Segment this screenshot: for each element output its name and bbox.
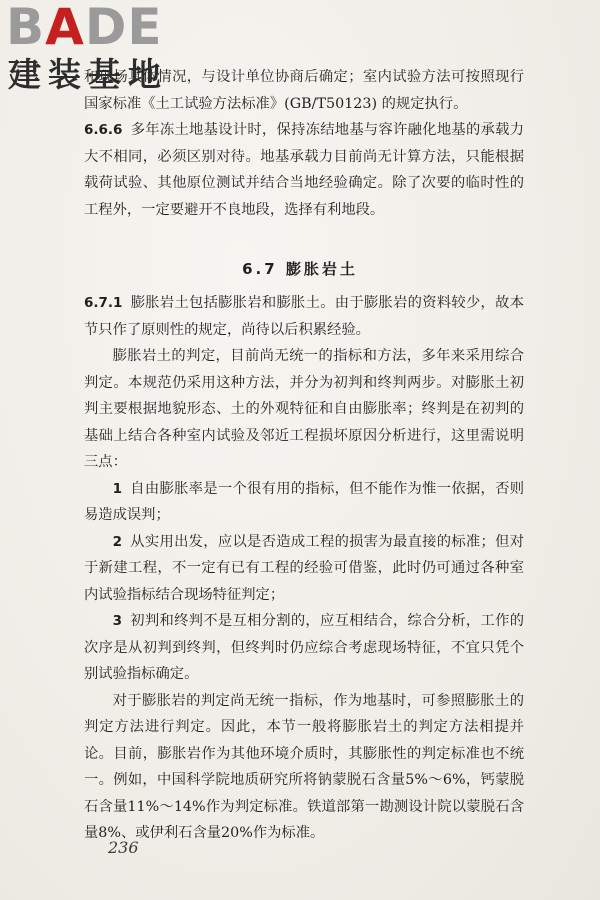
bade-watermark-logo bbox=[6, 2, 181, 102]
clause-number: 6.7.1 bbox=[84, 295, 123, 311]
list-item-2: 2 从实用出发，应以是否造成工程的损害为最直接的标准；但对于新建工程，不一定有已有工程的经验可借鉴，此时仍可通过各种室内试验指标结合现场特征判定； bbox=[84, 533, 524, 603]
logo-chinese-text: 建装基地 bbox=[8, 55, 168, 94]
list-item-1: 1 自由膨胀率是一个很有用的指标，但不能作为惟一依据，否则易造成误判； bbox=[84, 480, 524, 523]
clause-number: 6.6.6 bbox=[84, 122, 123, 138]
paragraph-6-7-1: 6.7.1 膨胀岩土包括膨胀岩和膨胀土。由于膨胀岩的资料较少，故本节只作了原则性的规定，尚待以后积累经验。 bbox=[84, 295, 524, 338]
paragraph-judgement: 膨胀岩土的判定，目前尚无统一的指标和方法，多年来采用综合判定。本规范仍采用这种方法，并分为初判和终判两步。对膨胀土初判主要根据地貌形态、土的外观特征和自由膨胀率；终判是在初判的基础上结合各种室内试验及邻近工程损坏原因分析进行，这里需说明三点： bbox=[84, 348, 524, 470]
logo-accent-letter: A bbox=[45, 0, 85, 56]
paragraph-continuation: 和现场具体情况，与设计单位协商后确定；室内试验方法可按照现行国家标准《土工试验方法标准》(GB/T50123) 的规定执行。 bbox=[84, 69, 524, 112]
body-block-main bbox=[84, 290, 524, 847]
paragraph-expansive-rock: 对于膨胀岩的判定尚无统一指标，作为地基时，可参照膨胀土的判定方法进行判定。因此，本节一般将膨胀岩土的判定方法相提并论。目前，膨胀岩作为其他环境介质时，其膨胀性的判定标准也不统一。例如，中国科学院地质研究所将钠蒙脱石含量5%～6%，钙蒙脱石含量11%～14%作为判定标准。铁道部第一勘测设计院以蒙脱石含量8%、或伊利石含量20%作为标准。 bbox=[84, 692, 524, 841]
list-item-3: 3 初判和终判不是互相分割的，应互相结合，综合分析，工作的次序是从初判到终判，但终判时仍应综合考虑现场特征，不宜只凭个别试验指标确定。 bbox=[84, 613, 524, 682]
logo-latin-text: BADE bbox=[6, 0, 163, 56]
page-number: 236 bbox=[108, 838, 139, 857]
paragraph-6-6-6: 6.6.6 多年冻土地基设计时，保持冻结地基与容许融化地基的承载力大不相同，必须区别对待。地基承载力目前尚无计算方法，只能根据载荷试验、其他原位测试并结合当地经验确定。除了次要的临时性的工程外，一定要避开不良地段，选择有利地段。 bbox=[84, 122, 524, 218]
section-title: 6.7 膨胀岩土 bbox=[242, 260, 358, 278]
